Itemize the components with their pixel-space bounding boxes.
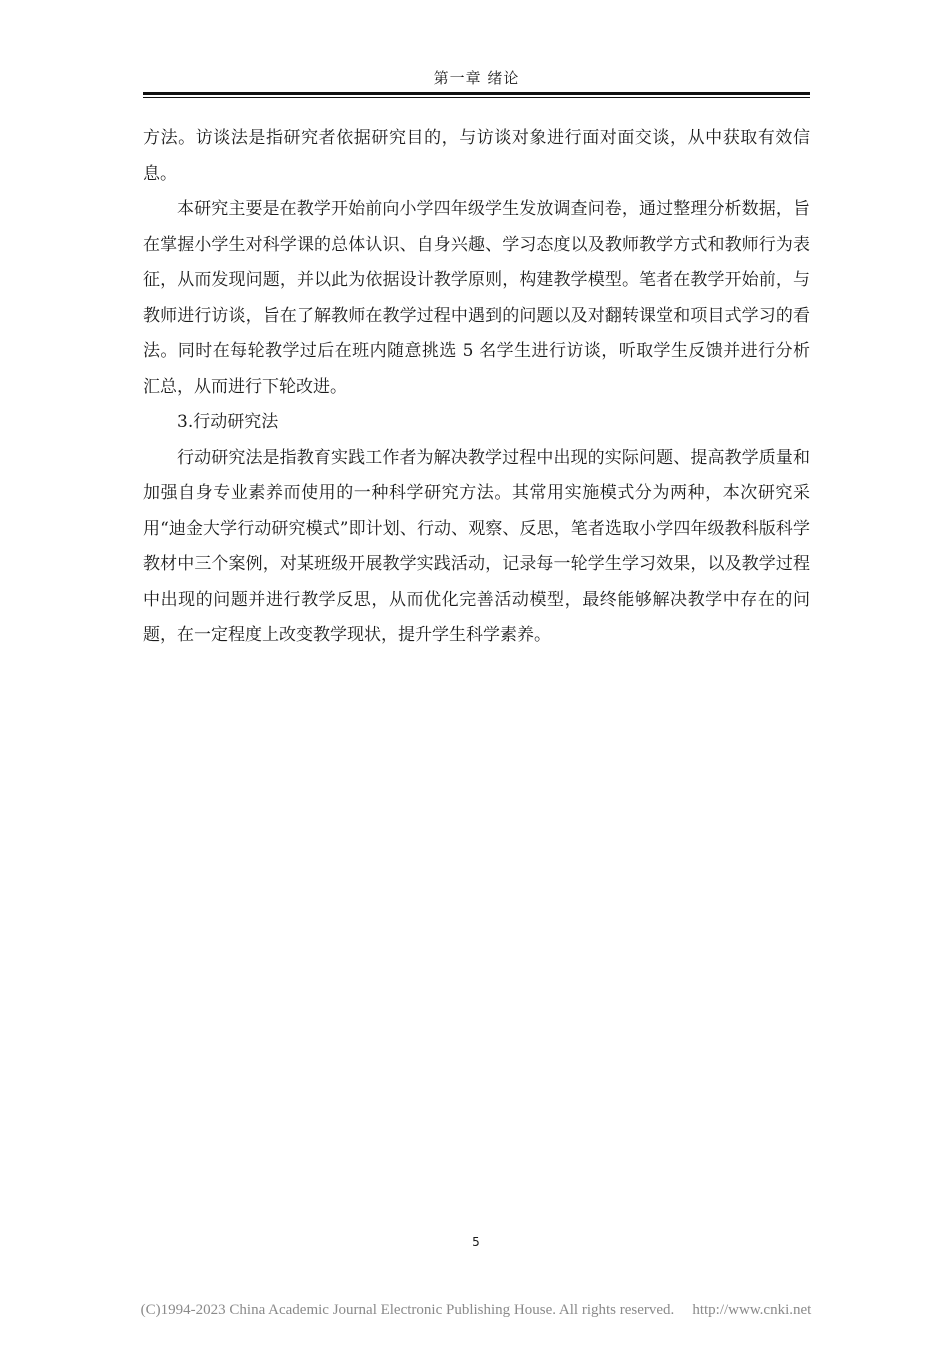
header-rule-thin: [143, 97, 810, 98]
paragraph-interview-continued: 方法。访谈法是指研究者依据研究目的，与访谈对象进行面对面交谈，从中获取有效信息。: [143, 128, 810, 184]
body-text: [143, 121, 810, 654]
chapter-header: 第一章 绪论: [433, 69, 520, 87]
paragraph-research-design: 本研究主要是在教学开始前向小学四年级学生发放调查问卷，通过整理分析数据，旨在掌握小学生对科学课的总体认识、自身兴趣、学习态度以及教师教学方式和教师行为表征，从而发现问题，并以此为依据设计教学原则，构建教学模型。笔者在教学开始前，与教师进行访谈，旨在了解教师在教学过程中遇到的问题以及对翻转课堂和项目式学习的看法。同时在每轮教学过后在班内随意挑选 5 名学生进行访谈，听取学生反馈并进行分析汇总，从而进行下轮改进。: [143, 199, 810, 397]
section-heading-action-research: 3.行动研究法: [177, 412, 279, 432]
footer-url[interactable]: http://www.cnki.net: [692, 1302, 812, 1318]
paragraph-action-research: 行动研究法是指教育实践工作者为解决教学过程中出现的实际问题、提高教学质量和加强自身专业素养而使用的一种科学研究方法。其常用实施模式分为两种，本次研究采用“迪金大学行动研究模式”即计划、行动、观察、反思，笔者选取小学四年级教科版科学教材中三个案例，对某班级开展教学实践活动，记录每一轮学生学习效果，以及教学过程中出现的问题并进行教学反思，从而优化完善活动模型，最终能够解决教学中存在的问题，在一定程度上改变教学现状，提升学生科学素养。: [143, 447, 810, 645]
cnki-footer: [0, 1300, 952, 1320]
page-number: 5: [472, 1235, 480, 1249]
footer-copyright: (C)1994-2023 China Academic Journal Electronic Publishing House. All rights reserved.: [140, 1302, 675, 1318]
header-rule-thick: [143, 92, 810, 95]
